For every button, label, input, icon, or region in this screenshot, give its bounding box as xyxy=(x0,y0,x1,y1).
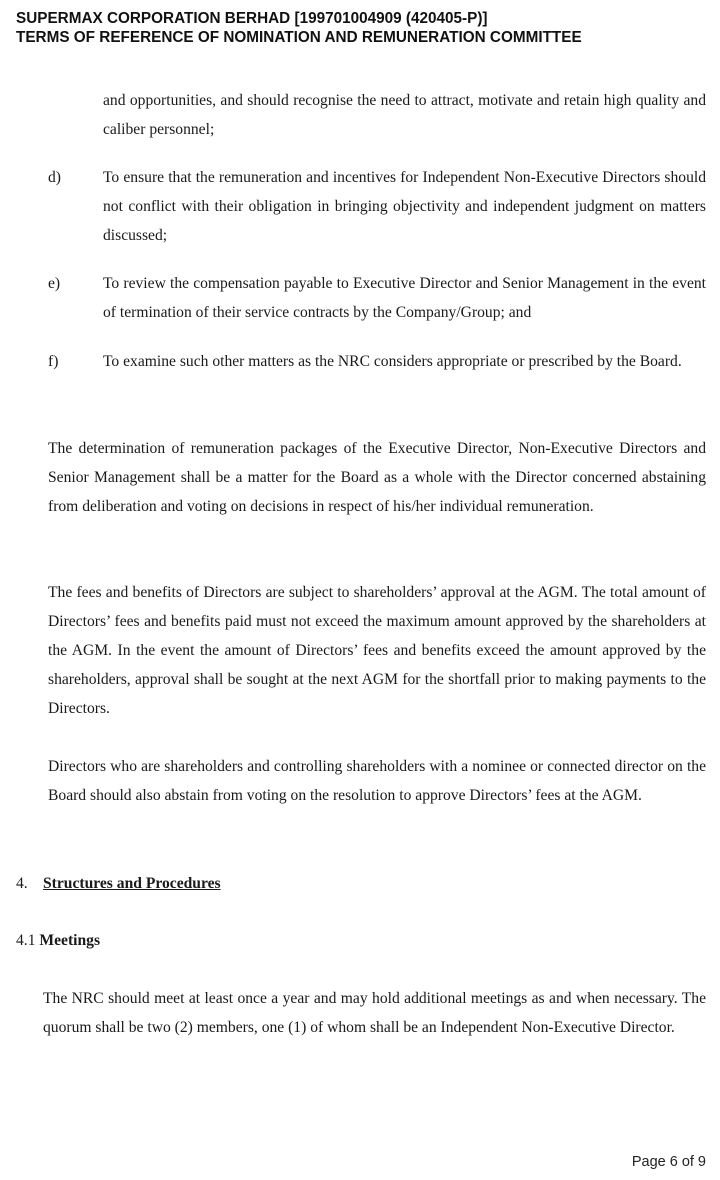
list-item-label: f) xyxy=(48,353,59,370)
list-item-text: To ensure that the remuneration and incentives for Independent Non-Executive Directors should not conflict with their obligation in bringing objectivity and independent judgment on matters discussed; xyxy=(103,169,706,244)
subsection-number: 4.1 xyxy=(16,932,36,949)
document-header xyxy=(16,9,716,47)
continuation-paragraph: and opportunities, and should recognise the need to attract, motivate and retain high quality and caliber personnel; xyxy=(103,92,706,138)
list-item-text: To examine such other matters as the NRC considers appropriate or prescribed by the Board. xyxy=(103,353,682,370)
section-title: Structures and Procedures xyxy=(43,875,221,892)
header-company-line: SUPERMAX CORPORATION BERHAD [199701004909 (420405-P)] xyxy=(16,10,488,27)
subsection-title: Meetings xyxy=(39,932,101,949)
list-item-label: e) xyxy=(48,275,61,292)
subsection-heading xyxy=(16,926,100,955)
page-number: Page 6 of 9 xyxy=(631,1154,706,1170)
paragraph-meetings: The NRC should meet at least once a year and may hold additional meetings as and when necessary. The quorum shall be two (2) members, one (1) of whom shall be an Independent Non-Executive Director. xyxy=(43,990,706,1036)
list-item-text: To review the compensation payable to Executive Director and Senior Management in the event of termination of their service contracts by the Company/Group; and xyxy=(103,275,706,321)
list-item-label: d) xyxy=(48,169,61,186)
paragraph-fees-and-benefits: The fees and benefits of Directors are subject to shareholders’ approval at the AGM. The total amount of Directors’ fees and benefits paid must not exceed the maximum amount approved by the shareholders at the AGM. In the event the amount of Directors’ fees and benefits exceed the amount approved by the shareholders, approval shall be sought at the next AGM for the shortfall prior to making payments to the Directors. xyxy=(48,584,706,717)
paragraph-remuneration-packages: The determination of remuneration packages of the Executive Director, Non-Executive Directors and Senior Management shall be a matter for the Board as a whole with the Director concerned abstaining from deliberation and voting on decisions in respect of his/her individual remuneration. xyxy=(48,440,706,515)
section-number: 4. xyxy=(16,875,28,892)
header-title-line: TERMS OF REFERENCE OF NOMINATION AND REMUNERATION COMMITTEE xyxy=(16,29,582,46)
paragraph-abstain-voting: Directors who are shareholders and controlling shareholders with a nominee or connected director on the Board should also abstain from voting on the resolution to approve Directors’ fees at the AGM. xyxy=(48,758,706,804)
